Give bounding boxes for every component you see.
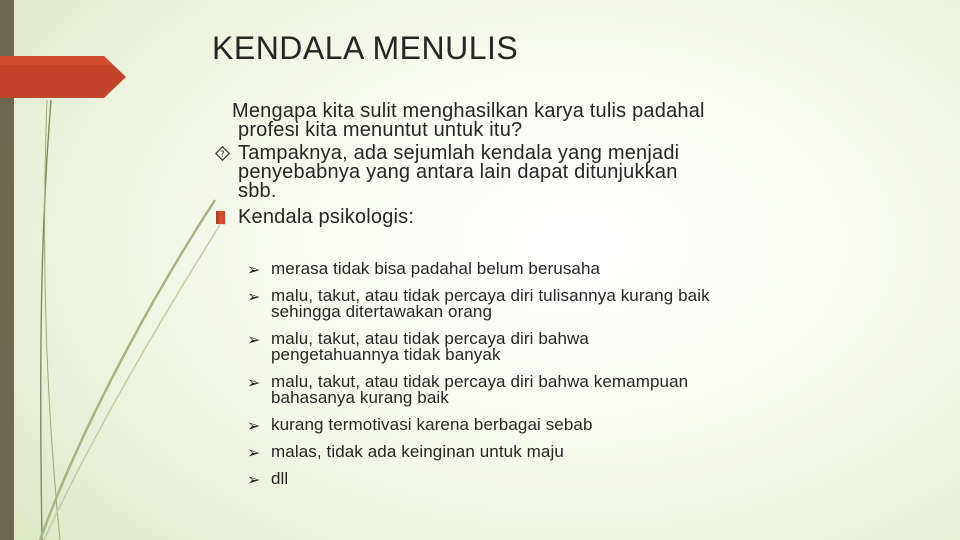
list-item-line: sehingga ditertawakan orang: [271, 302, 493, 321]
list-item: [247, 471, 807, 487]
paragraph-line: sbb.: [238, 180, 277, 202]
slide-body: [212, 100, 812, 489]
list-item: [247, 417, 807, 433]
arrow-bullet-icon: ➢: [247, 373, 261, 392]
arrow-bullet-icon: ➢: [247, 443, 261, 462]
list-item-line: bahasanya kurang baik: [271, 388, 449, 407]
paragraph-question: [212, 102, 812, 140]
list-item-line: malas, tidak ada keinginan untuk maju: [271, 442, 564, 461]
list-item: [247, 331, 807, 363]
list-item-line: malu, takut, atau tidak percaya diri tulisannya kurang baik: [271, 286, 710, 305]
paragraph-line: penyebabnya yang antara lain dapat ditunjukkan: [238, 161, 678, 183]
paragraph-kendala-intro: [212, 144, 812, 201]
paragraph-line: profesi kita menuntut untuk itu?: [238, 119, 523, 141]
list-item-line: malu, takut, atau tidak percaya diri bahwa: [271, 329, 589, 348]
slide-title: KENDALA MENULIS: [212, 30, 519, 66]
list-item-line: pengetahuannya tidak banyak: [271, 345, 501, 364]
list-item-line: malu, takut, atau tidak percaya diri bahwa kemampuan: [271, 372, 689, 391]
list-item-line: dll: [271, 469, 289, 488]
arrow-bullet-icon: ➢: [247, 260, 261, 279]
svg-text:?: ?: [220, 150, 225, 160]
square-bullet-icon: [216, 211, 225, 224]
list-item: [247, 288, 807, 320]
arrow-bullet-icon: ➢: [247, 416, 261, 435]
paragraph-line: Mengapa kita sulit menghasilkan karya tulis padahal: [232, 100, 705, 122]
list-item-line: merasa tidak bisa padahal belum berusaha: [271, 259, 601, 278]
title-arrow-icon: [0, 54, 130, 100]
paragraph-line: Kendala psikologis:: [238, 206, 415, 228]
arrow-bullet-icon: ➢: [247, 287, 261, 306]
arrow-bullet-icon: ➢: [247, 330, 261, 349]
list-item-line: kurang termotivasi karena berbagai sebab: [271, 415, 593, 434]
list-item: [247, 444, 807, 460]
arrow-bullet-icon: ➢: [247, 470, 261, 489]
paragraph-kendala-psikologis: [212, 208, 812, 227]
list-item: [247, 261, 807, 277]
diamond-question-icon: [215, 146, 230, 161]
kendala-sub-list: [247, 261, 807, 498]
list-item: [247, 374, 807, 406]
paragraph-line: Tampaknya, ada sejumlah kendala yang menjadi: [238, 142, 680, 164]
